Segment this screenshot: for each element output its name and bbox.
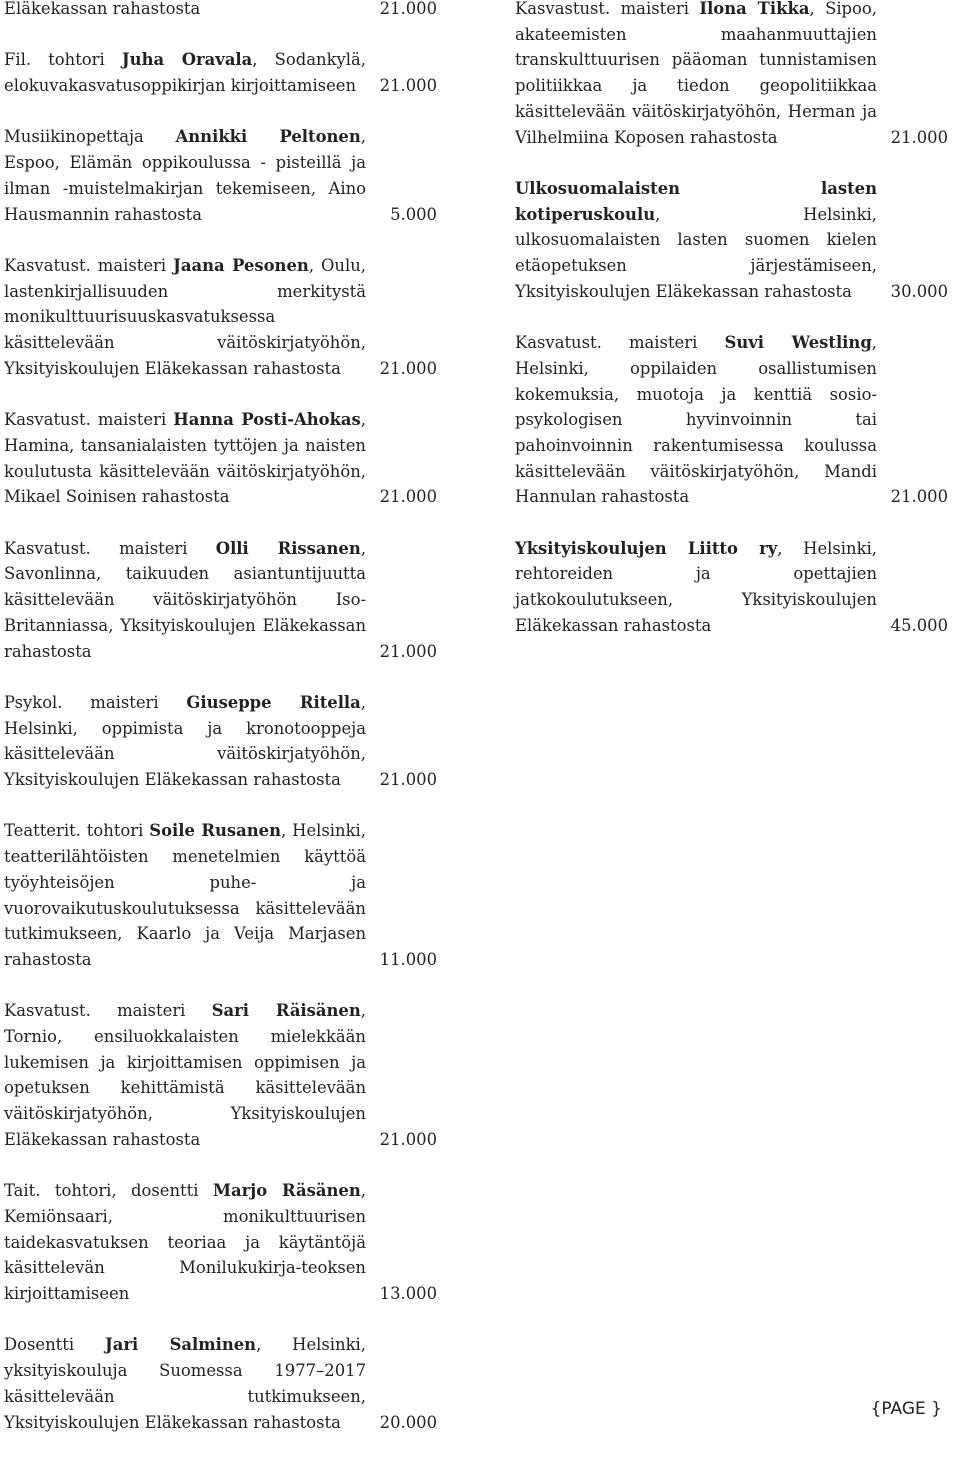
grant-purpose: , Tornio, ensiluokkalaisten mielekkään lukemisen ja kirjoittamisen oppimisen ja opetuksen kehittämistä käsittelevään väitöskirjatyöhön, Yksityiskoulujen Eläkekassan rahastosta <box>4 1001 366 1149</box>
grant-purpose: , Helsinki, ulkosuomalaisten lasten suomen kielen etäopetuksen järjestämiseen, Yksityiskoulujen Eläkekassan rahastosta <box>515 204 877 301</box>
recipient-title: Musiikinopettaja <box>4 127 176 147</box>
recipient-title: Teatterit. tohtori <box>4 821 150 841</box>
recipient-name: Soile Rusanen <box>149 821 282 841</box>
recipient-title: Fil. tohtori <box>4 50 122 70</box>
grant-entry <box>4 690 436 793</box>
grant-amount: 11.000 <box>379 949 437 969</box>
recipient-title: Tait. tohtori, dosentti <box>4 1181 213 1201</box>
grant-entry <box>4 253 436 382</box>
recipient-name: Yksityiskoulujen Liitto ry <box>515 538 778 558</box>
recipient-title: Kasvatust. maisteri <box>4 410 174 430</box>
grant-description <box>4 818 366 972</box>
grant-entry <box>4 818 436 972</box>
grant-description <box>4 47 366 98</box>
grant-amount: 21.000 <box>890 127 948 147</box>
grant-description <box>4 407 366 510</box>
recipient-name: Annikki Peltonen <box>175 127 361 147</box>
recipient-name: Ulkosuomalaisten lasten kotiperuskoulu <box>515 178 877 224</box>
grant-description <box>515 176 877 305</box>
recipient-title: Psykol. maisteri <box>4 692 187 712</box>
grant-amount: 5.000 <box>390 204 437 224</box>
grant-amount: 21.000 <box>379 1129 437 1149</box>
recipient-name: Juha Oravala <box>121 50 253 70</box>
grant-amount: 21.000 <box>379 358 437 378</box>
grant-purpose: , Helsinki, oppimista ja kronotooppeja käsittelevään väitöskirjatyöhön, Yksityiskoulujen Eläkekassan rahastosta <box>4 692 366 789</box>
grant-entry <box>4 1178 436 1307</box>
grant-purpose: , Sodankylä, elokuvakasvatusoppikirjan kirjoittamiseen <box>4 50 366 96</box>
grant-description <box>515 0 877 150</box>
grant-description <box>4 998 366 1152</box>
recipient-name: Suvi Westling <box>724 333 872 353</box>
grant-amount: 21.000 <box>379 76 437 96</box>
grant-entry <box>4 998 436 1152</box>
recipient-name: Jaana Pesonen <box>173 255 309 275</box>
grant-entry <box>515 176 947 305</box>
grants-right-column <box>515 0 947 664</box>
grant-purpose: , Helsinki, rehtoreiden ja opettajien jatkokoulutukseen, Yksityiskoulujen Eläkekassan rahastosta <box>515 538 877 635</box>
grant-entry <box>515 536 947 639</box>
grant-entry <box>4 1332 436 1435</box>
grant-amount: 21.000 <box>379 641 437 661</box>
grant-description <box>4 1178 366 1307</box>
grant-description <box>515 536 877 639</box>
grant-purpose: , Savonlinna, taikuuden asiantuntijuutta käsittelevään väitöskirjatyöhön Iso-Britanniassa, Yksityiskoulujen Eläkekassan rahastosta <box>4 538 366 661</box>
grant-purpose: , Helsinki, teatterilähtöisten menetelmien käyttöä työyhteisöjen puhe- ja vuorovaikutuskoulutuksessa käsittelevään tutkimukseen, Kaarlo ja Veija Marjasen rahastosta <box>4 821 366 969</box>
grant-amount: 21.000 <box>379 487 437 507</box>
grant-amount: 13.000 <box>379 1284 437 1304</box>
grant-description <box>4 124 366 227</box>
grant-amount: 45.000 <box>890 615 948 635</box>
grant-amount: 21.000 <box>890 487 948 507</box>
grant-entry <box>4 124 436 227</box>
page-number-field: {PAGE } <box>870 1399 942 1420</box>
grant-description <box>4 253 366 382</box>
grant-entry <box>4 407 436 510</box>
grant-amount: 21.000 <box>379 0 437 18</box>
grant-amount: 20.000 <box>379 1412 437 1432</box>
grant-description <box>4 536 366 665</box>
recipient-title: Kasvatust. maisteri <box>4 255 174 275</box>
recipient-title: Eläkekassan rahastosta <box>4 0 201 18</box>
grant-description <box>4 690 366 793</box>
grants-left-column <box>4 0 436 1461</box>
grant-entry <box>4 47 436 98</box>
recipient-name: Ilona Tikka <box>699 0 810 18</box>
grant-amount: 30.000 <box>890 281 948 301</box>
grant-description <box>515 330 877 510</box>
grant-description <box>4 1332 366 1435</box>
recipient-name: Jari Salminen <box>104 1335 257 1355</box>
grant-purpose: , Kemiönsaari, monikulttuurisen taidekasvatuksen teoriaa ja käytäntöjä käsittelevän Monilukukirja-teoksen kirjoittamiseen <box>4 1181 367 1304</box>
grant-purpose: , Helsinki, yksityiskouluja Suomessa 1977–2017 käsittelevään tutkimukseen, Yksityiskoulujen Eläkekassan rahastosta <box>4 1335 366 1432</box>
recipient-title: Kasvastust. maisteri <box>515 0 700 18</box>
grant-entry <box>515 330 947 510</box>
grant-entry <box>515 0 947 150</box>
grant-purpose: , Espoo, Elämän oppikoulussa - pisteillä ja ilman -muistelmakirjan tekemiseen, Aino Hausmannin rahastosta <box>4 127 366 224</box>
recipient-name: Marjo Räsänen <box>212 1181 361 1201</box>
recipient-title: Dosentti <box>4 1335 105 1355</box>
grant-purpose: , Hamina, tansanialaisten tyttöjen ja naisten koulutusta käsittelevään väitöskirjatyöhön, Mikael Soinisen rahastosta <box>4 410 366 507</box>
grant-purpose: , Oulu, lastenkirjallisuuden merkitystä monikulttuurisuuskasvatuksessa käsittelevään väitöskirjatyöhön, Yksityiskoulujen Eläkekassan rahastosta <box>4 255 366 378</box>
recipient-title: Kasvatust. maisteri <box>4 538 216 558</box>
recipient-title: Kasvatust. maisteri <box>4 1001 212 1021</box>
grant-purpose: , Sipoo, akateemisten maahanmuuttajien transkulttuurisen pääoman tunnistamisen politiikkaa ja tiedon geopolitiikkaa käsittelevään väitöskirjatyöhön, Herman ja Vilhelmiina Koposen rahastosta <box>515 0 877 147</box>
recipient-name: Olli Rissanen <box>215 538 361 558</box>
recipient-title: Kasvatust. maisteri <box>515 333 725 353</box>
grant-amount: 21.000 <box>379 770 437 789</box>
recipient-name: Hanna Posti-Ahokas <box>173 410 361 430</box>
grant-purpose: , Helsinki, oppilaiden osallistumisen kokemuksia, muotoja ja kenttiä sosio-psykologisen hyvinvoinnin tai pahoinvoinnin rakentumisessa koulussa käsittelevään väitöskirjatyöhön, Mandi Hannulan rahastosta <box>515 333 877 507</box>
recipient-name: Giuseppe Ritella <box>186 692 361 712</box>
grant-entry <box>4 0 436 22</box>
recipient-name: Sari Räisänen <box>211 1001 361 1021</box>
grant-entry <box>4 536 436 665</box>
